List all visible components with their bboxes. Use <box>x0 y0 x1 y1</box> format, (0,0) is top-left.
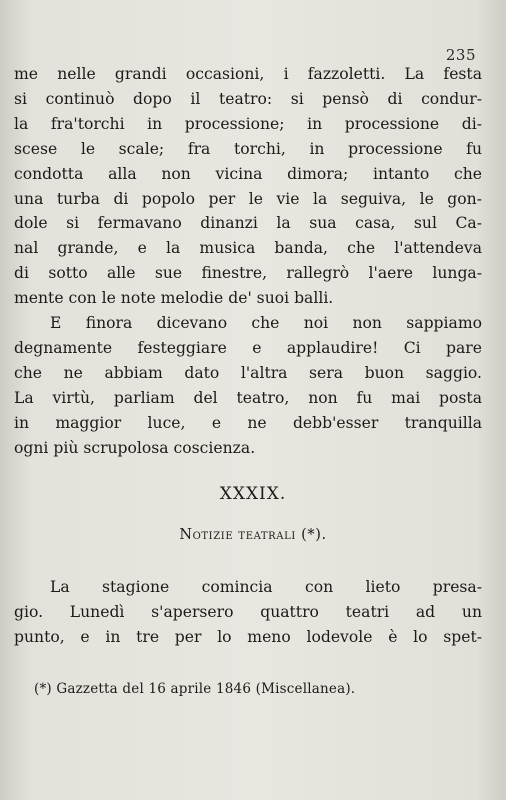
text-line: dole si fermavano dinanzi la sua casa, sul Ca- <box>14 214 482 233</box>
body-text-top <box>14 62 482 461</box>
chapter-title: Notizie teatrali (*). <box>179 527 327 543</box>
text-line: si continuò dopo il teatro: si pensò di condur- <box>14 89 482 108</box>
text-line: La stagione comincia con lieto presa- <box>50 578 482 596</box>
text-line: in maggior luce, e ne debb'esser tranquilla <box>14 413 482 432</box>
text-line: scese le scale; fra torchi, in processione fu <box>14 139 482 158</box>
text-line: condotta alla non vicina dimora; intanto che <box>14 164 482 183</box>
text-line: La virtù, parliam del teatro, non fu mai posta <box>14 388 482 407</box>
text-line: punto, e in tre per lo meno lodevole è lo spet- <box>14 627 482 646</box>
text-line: nal grande, e la musica banda, che l'attendeva <box>14 239 482 258</box>
text-line: che ne abbiam dato l'altra sera buon saggio. <box>14 363 482 382</box>
text-line: gio. Lunedì s'apersero quattro teatri ad un <box>14 602 482 621</box>
text-line: degnamente festeggiare e applaudire! Ci pare <box>14 338 482 357</box>
text-line: me nelle grandi occasioni, i fazzoletti. La festa <box>14 65 482 83</box>
page-number: 235 <box>445 46 476 64</box>
text-line: la fra'torchi in processione; in processione di- <box>14 114 482 133</box>
text-line: di sotto alle sue finestre, rallegrò l'aere lunga- <box>14 264 482 283</box>
body-text-bottom <box>14 575 482 650</box>
text-line: ogni più scrupolosa coscienza. <box>14 438 256 457</box>
footnote: (*) Gazzetta del 16 aprile 1846 (Miscellanea). <box>34 681 356 697</box>
text-line: una turba di popolo per le vie la seguiva, le gon- <box>14 189 482 208</box>
text-line: E finora dicevano che noi non sappiamo <box>50 314 482 333</box>
chapter-number: XXXIX. <box>219 484 287 504</box>
text-line: mente con le note melodie de' suoi balli. <box>14 289 334 308</box>
